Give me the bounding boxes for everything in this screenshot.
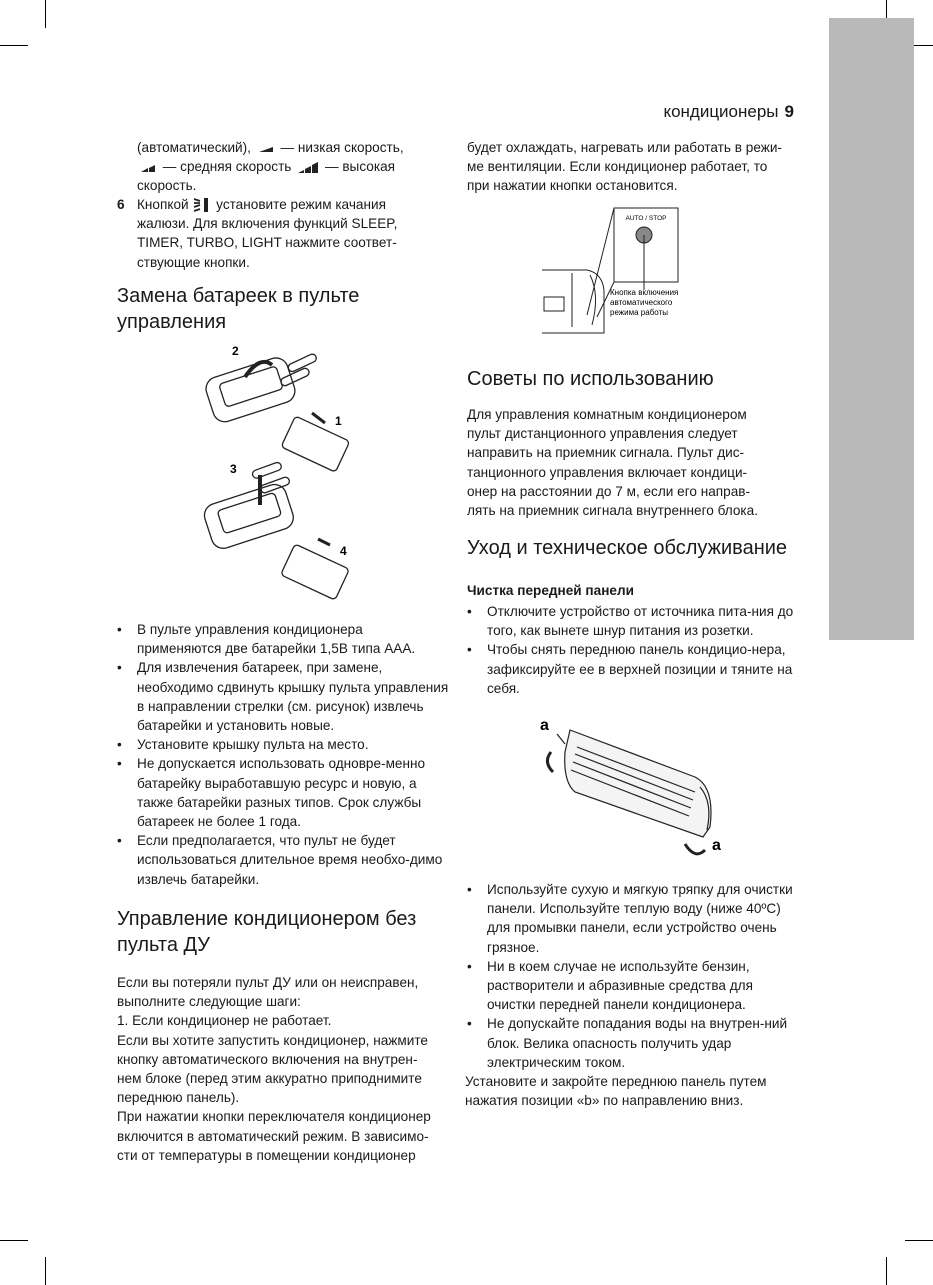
item-number: 6 [117, 197, 125, 212]
crop-mark [0, 45, 28, 46]
text-line: — высокая [324, 159, 396, 175]
heading-line: Управление кондиционером без [117, 908, 417, 930]
text-line: выполните следующие шаги: [117, 994, 301, 1010]
crop-mark [0, 1240, 28, 1241]
text-line: Установите и закройте переднюю панель путем [465, 1074, 767, 1090]
care-bullets-2 [465, 880, 805, 1110]
text-line: ствующие кнопки. [137, 254, 250, 270]
fan-mid-icon [137, 162, 159, 174]
heading-line: управления [117, 311, 227, 333]
text-line: жалюзи. Для включения функций SLEEP, [137, 216, 398, 232]
text-line: Кнопкой [137, 197, 189, 212]
text-line: лять на приемник сигнала внутреннего блока. [467, 503, 758, 519]
page-number: 9 [784, 102, 794, 121]
battery-figure [200, 345, 360, 605]
list-item: • Для извлечения батареек, при замене, необходимо сдвинуть крышку пульта управления в направлении стрелки (см. рисунок) извлечь батарейки и установить новые. [115, 658, 450, 735]
figure-label: a [712, 837, 721, 854]
list-item: • Ни в коем случае не используйте бензин, растворители и абразивные средства для очистки передней панели кондиционера. [465, 957, 805, 1015]
figure-caption-line: режима работы [610, 308, 668, 317]
right-top-text [467, 138, 807, 196]
figure-label: a [540, 717, 549, 734]
fan-low-icon [255, 142, 277, 154]
subheading-cleaning: Чистка передней панели [467, 583, 634, 598]
figure-label: 3 [230, 462, 237, 476]
figure-label: 1 [335, 414, 342, 428]
care-bullets-1 [465, 602, 805, 698]
text-line: скорость. [137, 178, 197, 194]
text-line: Для управления комнатным кондиционером [467, 407, 747, 422]
tips-text [467, 405, 807, 520]
figure-caption-line: Кнопка включения [610, 288, 679, 297]
crop-mark [45, 0, 46, 28]
section-heading-noremote [117, 906, 447, 958]
battery-bullets [115, 620, 450, 889]
text-line: TIMER, TURBO, LIGHT нажмите соответ- [137, 235, 397, 251]
auto-stop-label: AUTO / STOP [625, 215, 667, 222]
heading-line: пульта ДУ [117, 934, 211, 956]
text-line: сти от температуры в помещении кондиционер [117, 1147, 416, 1163]
list-item: • Отключите устройство от источника пита-ния до того, как вынете шнур питания из розетки. [465, 602, 805, 640]
text-line: онер на расстоянии до 7 м, если его направ- [467, 483, 751, 499]
side-tab [829, 18, 914, 640]
section-heading-tips: Советы по использованию [467, 368, 714, 390]
text-line: — низкая скорость, [280, 140, 404, 155]
text-line: нажатия позиции «b» по направлению вниз. [465, 1093, 744, 1109]
figure-caption-line: автоматического [610, 298, 673, 307]
swing-icon [192, 197, 212, 213]
fan-high-icon [295, 161, 321, 175]
list-item: • Не допускается использовать одновре-менно батарейку выработавшую ресурс и новую, а также батарейки разных типов. Срок службы батареек не более 1 года. [115, 754, 450, 831]
text-line: включится в автоматический режим. В зависимо- [117, 1128, 429, 1144]
figure-label: 4 [340, 544, 347, 558]
text-line: направить на приемник сигнала. Пульт дис- [467, 445, 745, 461]
list-item: • Если предполагается, что пульт не будет использоваться длительное время необхо-димо извлечь батарейки. [115, 831, 450, 889]
list-item: • Чтобы снять переднюю панель кондицио-нера, зафиксируйте ее в верхней позиции и тяните на себя. [465, 640, 805, 698]
text-line: танционного управления включает кондици- [467, 464, 748, 480]
list-item: • Установите крышку пульта на место. [115, 735, 450, 754]
crop-mark [45, 1257, 46, 1285]
text-line: нем блоке (перед этим аккуратно приподнимите [117, 1071, 422, 1087]
section-heading-battery [117, 283, 437, 335]
text-line: ме вентиляции. Если кондиционер работает, то [467, 159, 768, 175]
text-line: (автоматический), [137, 140, 251, 155]
list-item: • Используйте сухую и мягкую тряпку для очистки панели. Используйте теплую воду (ниже 40ºС) для промывки панели, если устройство очень грязное. [465, 880, 805, 957]
page-header [663, 102, 794, 122]
text-line: переднюю панель). [117, 1090, 240, 1106]
list-item: • Не допускайте попадания воды на внутрен-ний блок. Велика опасность получить удар электрическим током. [465, 1014, 805, 1072]
ac-unit-figure [535, 712, 735, 872]
text-line: Если вы хотите запустить кондиционер, нажмите [117, 1032, 428, 1048]
text-line: при нажатии кнопки остановится. [467, 178, 678, 194]
crop-mark [886, 1257, 887, 1285]
auto-stop-figure [542, 205, 712, 345]
heading-line: Замена батареек в пульте [117, 285, 360, 307]
noremote-text [117, 973, 457, 1165]
section-heading-care: Уход и техническое обслуживание [467, 537, 788, 559]
crop-mark [905, 1240, 933, 1241]
figure-label: 2 [232, 345, 239, 358]
text-line: кнопку автоматического включения на внутрен- [117, 1051, 418, 1067]
text-line: 1. Если кондиционер не работает. [117, 1013, 332, 1029]
text-line: При нажатии кнопки переключателя кондиционер [117, 1109, 431, 1125]
text-line: пульт дистанционного управления следует [467, 426, 738, 442]
fan-speed-text [137, 138, 447, 196]
item-6-text [137, 195, 447, 272]
text-line: — средняя скорость [162, 159, 292, 175]
text-line: Если вы потеряли пульт ДУ или он неисправен, [117, 975, 419, 990]
header-title: кондиционеры [663, 102, 779, 121]
text-line: будет охлаждать, нагревать или работать в режи- [467, 140, 782, 155]
list-item: • В пульте управления кондиционера применяются две батарейки 1,5В типа ААА. [115, 620, 450, 658]
text-line: установите режим качания [216, 197, 386, 212]
